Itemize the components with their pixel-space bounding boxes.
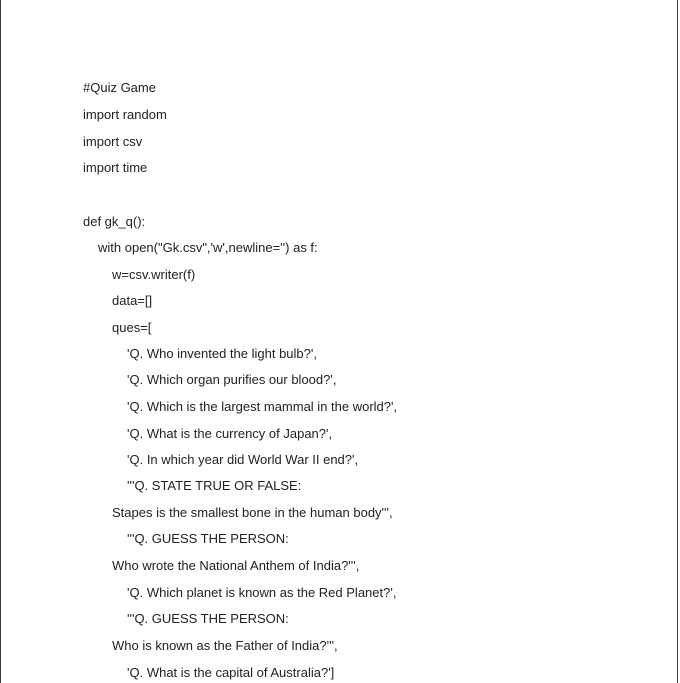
code-line-question: '''Q. GUESS THE PERSON: — [127, 611, 289, 626]
code-line-def: def gk_q(): — [83, 214, 146, 229]
code-line-question: 'Q. Which organ purifies our blood?', — [127, 372, 337, 387]
code-line-question: 'Q. Which planet is known as the Red Planet?', — [127, 585, 397, 600]
code-line-question: 'Q. Which is the largest mammal in the world?', — [127, 399, 398, 414]
code-line-question-cont: Who is known as the Father of India?''', — [112, 638, 338, 653]
code-line-import-random: import random — [83, 107, 167, 122]
code-line-question: 'Q. What is the currency of Japan?', — [127, 426, 333, 441]
code-line-ques: ques=[ — [112, 320, 152, 335]
code-line-question: '''Q. STATE TRUE OR FALSE: — [127, 478, 302, 493]
code-line-question: 'Q. What is the capital of Australia?'] — [127, 665, 335, 680]
code-line-import-csv: import csv — [83, 134, 143, 149]
code-line-question: '''Q. GUESS THE PERSON: — [127, 531, 289, 546]
code-line-writer: w=csv.writer(f) — [112, 267, 196, 282]
code-line-import-time: import time — [83, 160, 148, 175]
code-line-question-cont: Who wrote the National Anthem of India?''', — [112, 558, 360, 573]
code-line-question: 'Q. Who invented the light bulb?', — [127, 346, 317, 361]
code-line-data: data=[] — [112, 293, 153, 308]
code-line-question-cont: Stapes is the smallest bone in the human body''', — [112, 505, 393, 520]
code-line-question: 'Q. In which year did World War II end?', — [127, 452, 359, 467]
code-line-comment: #Quiz Game — [83, 80, 156, 95]
code-line-with-open: with open("Gk.csv",'w',newline='') as f: — [98, 240, 318, 255]
